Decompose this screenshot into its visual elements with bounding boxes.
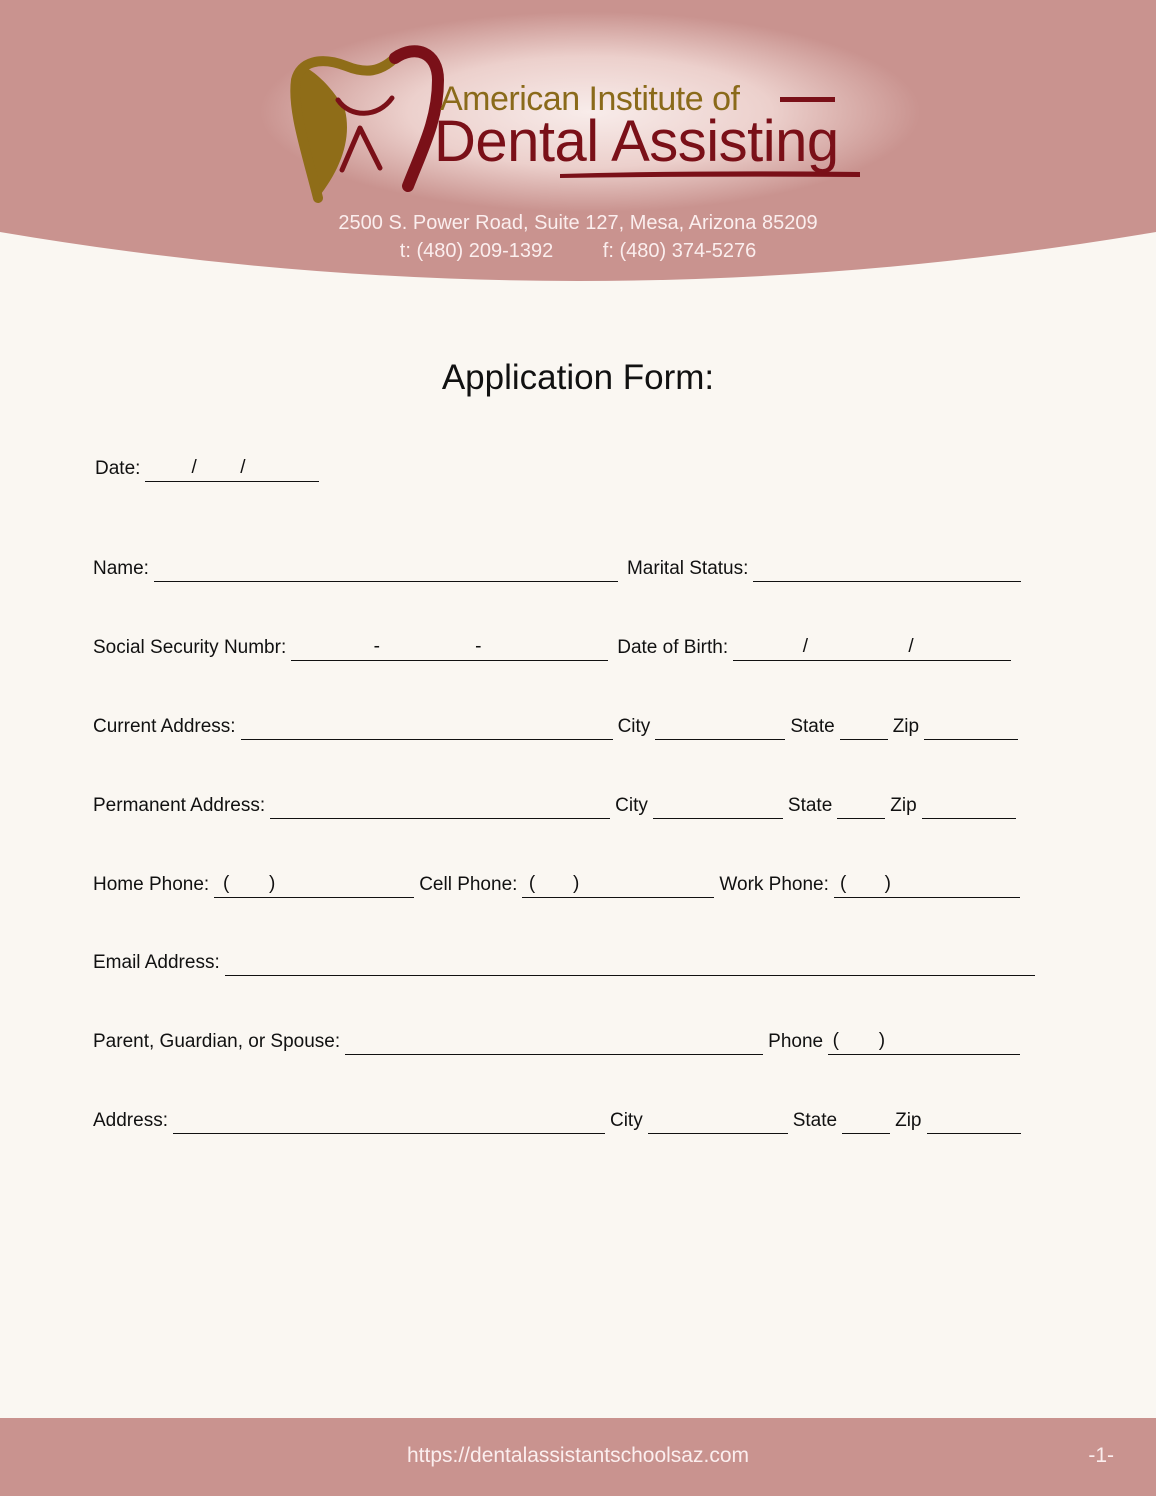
guardian-zip-field[interactable]: [927, 1107, 1021, 1134]
email-label: Email Address:: [93, 952, 220, 973]
name-label: Name:: [93, 558, 149, 579]
permanent-city-field[interactable]: [653, 792, 783, 819]
permanent-address-row: [93, 789, 1021, 819]
phone-number: t: (480) 209-1392: [399, 240, 554, 262]
dob-slash: /: [908, 636, 914, 657]
permanent-address-label: Permanent Address:: [93, 795, 266, 816]
paren-close: ): [878, 1030, 886, 1051]
current-zip-field[interactable]: [924, 713, 1018, 740]
state-label: State: [790, 716, 835, 737]
guardian-phone-label: Phone: [768, 1031, 824, 1052]
cell-phone-field[interactable]: [522, 871, 714, 898]
dob-label: Date of Birth:: [617, 637, 729, 658]
guardian-address-row: [93, 1104, 1026, 1134]
guardian-row: [93, 1025, 1025, 1055]
address-label: Address:: [93, 1110, 168, 1131]
paren-open: (: [840, 873, 847, 894]
marital-status-field[interactable]: [753, 555, 1021, 582]
home-phone-field[interactable]: [214, 871, 414, 898]
city-label: City: [609, 1110, 643, 1131]
state-label: State: [787, 795, 833, 816]
school-address: 2500 S. Power Road, Suite 127, Mesa, Arizona 85209: [338, 212, 818, 234]
guardian-field[interactable]: [345, 1028, 763, 1055]
website-url: https://dentalassistantschoolsaz.com: [406, 1444, 749, 1467]
current-state-field[interactable]: [840, 713, 888, 740]
ssn-label: Social Security Numbr:: [93, 637, 287, 658]
ssn-field[interactable]: [291, 634, 608, 661]
logo-institute-line: American Institute of: [440, 80, 740, 118]
current-address-field[interactable]: [241, 713, 613, 740]
date-label: Date:: [95, 458, 141, 479]
permanent-zip-field[interactable]: [922, 792, 1016, 819]
guardian-address-field[interactable]: [173, 1107, 605, 1134]
city-label: City: [615, 795, 648, 816]
email-field[interactable]: [225, 949, 1035, 976]
name-row: [93, 552, 1026, 582]
ssn-dash: -: [373, 636, 380, 657]
zip-label: Zip: [890, 795, 917, 816]
dob-field[interactable]: [733, 634, 1011, 661]
current-address-row: [93, 710, 1023, 740]
ssn-row: [93, 631, 1016, 661]
permanent-address-field[interactable]: [270, 792, 610, 819]
ssn-dash: -: [475, 636, 482, 657]
current-address-label: Current Address:: [93, 716, 236, 737]
fax-number: f: (480) 374-5276: [602, 240, 757, 262]
page-title: Application Form:: [441, 358, 715, 397]
current-city-field[interactable]: [655, 713, 785, 740]
permanent-state-field[interactable]: [837, 792, 885, 819]
paren-close: ): [884, 873, 892, 894]
name-field[interactable]: [154, 555, 618, 582]
date-slash: /: [240, 457, 246, 478]
dob-slash: /: [802, 636, 809, 657]
logo-name-line: Dental Assisting: [434, 109, 839, 174]
guardian-label: Parent, Guardian, or Spouse:: [93, 1031, 341, 1052]
guardian-city-field[interactable]: [648, 1107, 788, 1134]
email-row: [93, 946, 1040, 976]
guardian-state-field[interactable]: [842, 1107, 890, 1134]
zip-label: Zip: [892, 716, 920, 737]
city-label: City: [617, 716, 651, 737]
paren-open: (: [223, 873, 230, 894]
paren-close: ): [269, 873, 276, 894]
marital-status-label: Marital Status:: [626, 558, 749, 579]
paren-open: (: [832, 1030, 839, 1051]
home-phone-label: Home Phone:: [93, 874, 210, 895]
date-slash: /: [191, 457, 197, 478]
paren-close: ): [573, 873, 580, 894]
state-label: State: [792, 1110, 838, 1131]
page-number: -1-: [1088, 1444, 1114, 1467]
paren-open: (: [528, 873, 536, 894]
work-phone-label: Work Phone:: [719, 874, 829, 895]
contact-line: [0, 240, 1156, 263]
cell-phone-label: Cell Phone:: [419, 874, 518, 895]
guardian-phone-field[interactable]: [828, 1028, 1020, 1055]
zip-label: Zip: [895, 1110, 922, 1131]
phones-row: [93, 868, 1025, 898]
letterhead: [0, 0, 1156, 300]
date-row: [95, 452, 324, 482]
date-field[interactable]: [145, 455, 319, 482]
work-phone-field[interactable]: [834, 871, 1020, 898]
